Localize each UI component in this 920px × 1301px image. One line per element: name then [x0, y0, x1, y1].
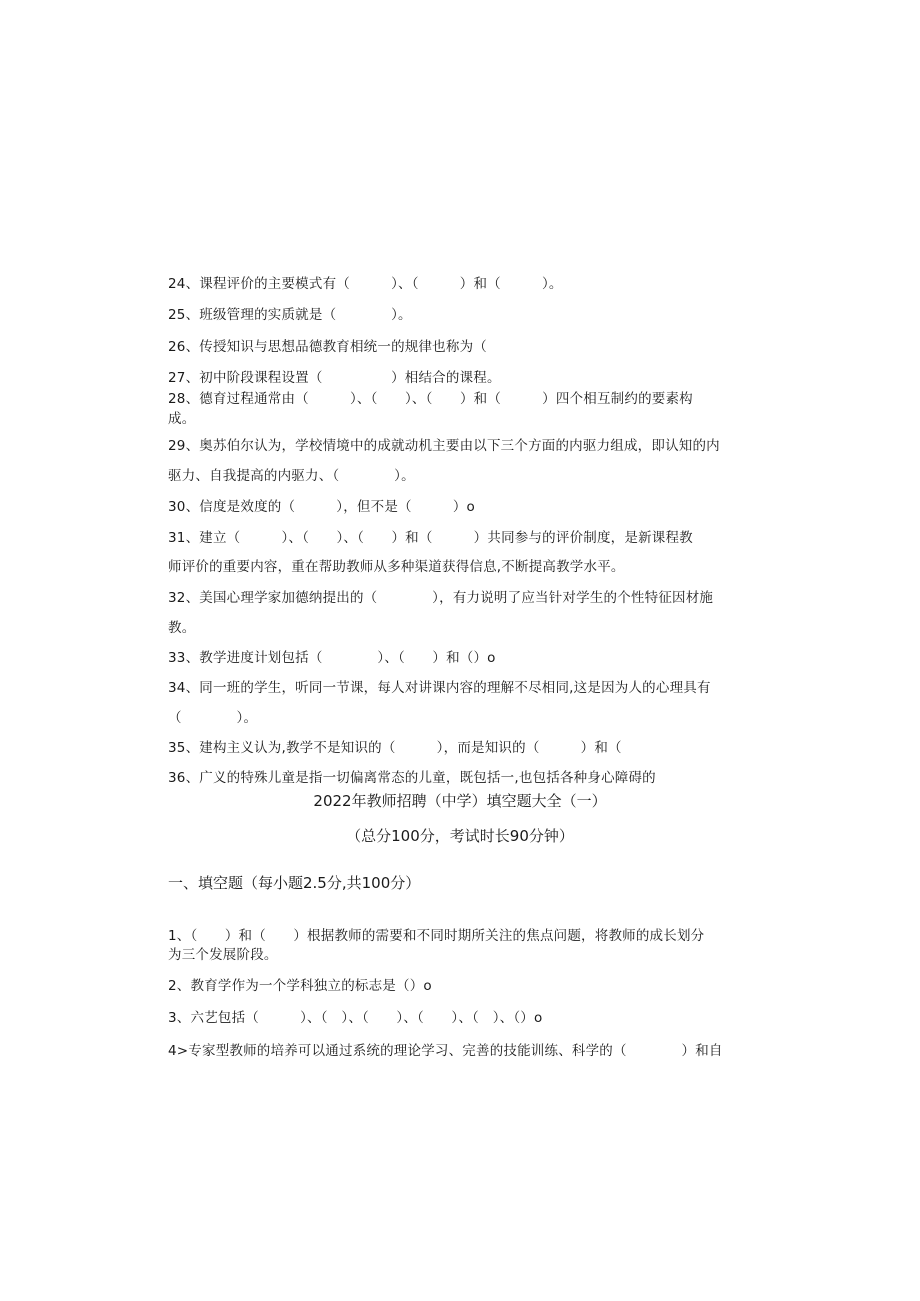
question-32: 32、美国心理学家加德纳提出的（ ），有力说明了应当针对学生的个性特征因材施: [168, 590, 714, 606]
question-30: 30、信度是效度的（ ），但不是（ ）o: [168, 499, 475, 515]
question-29: 29、奥苏伯尔认为，学校情境中的成就动机主要由以下三个方面的内驱力组成，即认知的内: [168, 438, 720, 454]
section-heading: 一、填空题（每小题2.5分,共100分）: [168, 874, 421, 892]
document-title: 2022年教师招聘（中学）填空题大全（一）: [313, 792, 607, 810]
question-31: 31、建立（ ）、（ ）、（ ）和（ ）共同参与的评价制度，是新课程教: [168, 530, 693, 546]
question-35: 35、建构主义认为,教学不是知识的（ ），而是知识的（ ）和（: [168, 740, 622, 756]
question-1: 1、（ ）和（ ）根据教师的需要和不同时期所关注的焦点问题，将教师的成长划分: [168, 928, 705, 944]
question-34: 34、同一班的学生，听同一节课，每人对讲课内容的理解不尽相同,这是因为人的心理具有: [168, 680, 711, 696]
question-36: 36、广义的特殊儿童是指一切偏离常态的儿童，既包括一,也包括各种身心障碍的: [168, 770, 656, 786]
question-29-cont: 驱力、自我提高的内驱力、（ ）。: [168, 468, 415, 484]
question-27: 27、初中阶段课程设置（ ）相结合的课程。: [168, 370, 501, 386]
question-34-cont: （ ）。: [168, 710, 258, 726]
question-24: 24、课程评价的主要模式有（ ）、（ ）和（ ）。: [168, 276, 563, 292]
question-26: 26、传授知识与思想品德教育相统一的规律也称为（: [168, 339, 487, 355]
question-28: 28、德育过程通常由（ ）、（ ）、（ ）和（ ）四个相互制约的要素构: [168, 391, 693, 407]
question-4: 4>专家型教师的培养可以通过系统的理论学习、完善的技能训练、科学的（ ）和自: [168, 1043, 723, 1059]
document-subtitle: （总分100分，考试时长90分钟）: [346, 827, 574, 845]
question-32-cont: 教。: [168, 620, 196, 636]
question-2: 2、教育学作为一个学科独立的标志是（）o: [168, 978, 432, 994]
question-3: 3、六艺包括（ ）、（ ）、（ ）、（ ）、（ ）、（）o: [168, 1010, 543, 1026]
question-1-cont: 为三个发展阶段。: [168, 947, 278, 963]
question-28-cont: 成。: [168, 411, 196, 427]
question-33: 33、教学进度计划包括（ ）、（ ）和（）o: [168, 650, 496, 666]
question-31-cont: 师评价的重要内容，重在帮助教师从多种渠道获得信息,不断提高教学水平。: [168, 559, 625, 575]
question-25: 25、班级管理的实质就是（ ）。: [168, 307, 412, 323]
